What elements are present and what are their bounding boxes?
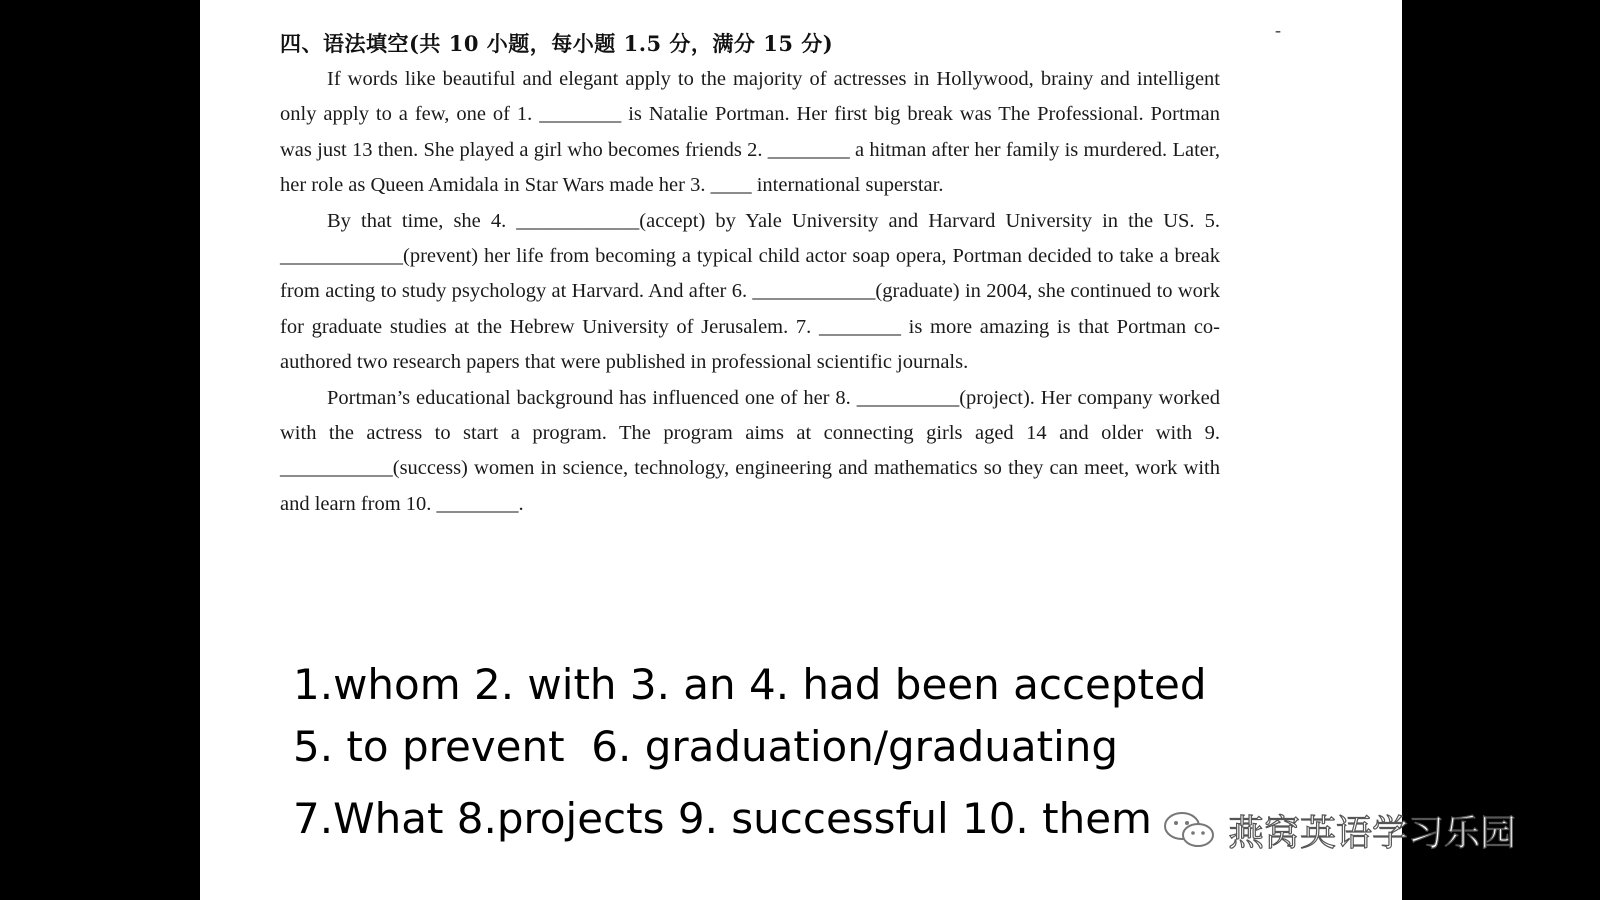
paragraph-3: Portman’s educational background has influenced one of her 8. __________(project). Her company worked with the actress to start a program. The program aims at connecting girls aged 14 and older with 9. ___________(success) women in science, technology, engineering and mathematics so they can meet, work with and learn from 10. ________. — [280, 386, 1220, 515]
section-heading: 四、语法填空(共 10 小题，每小题 1.5 分，满分 15 分) — [280, 31, 834, 56]
watermark-text: 燕窝英语学习乐园 — [1228, 812, 1517, 854]
paragraph-2: By that time, she 4. ____________(accept) by Yale University and Harvard University in the US. 5. ____________(prevent) her life from becoming a typical child actor soap opera, Portman decided to take a break from acting to study psychology at Harvard. And after 6. ____________(graduate) in 2004, she continued to work for graduate studies at the Hebrew University of Jerusalem. 7. ________ is more amazing is that Portman co-authored two research papers that were published in professional scientific journals. — [280, 209, 1220, 374]
answer-line-3: 7.What 8.projects 9. successful 10. them — [293, 794, 1152, 843]
answer-line-2: 5. to prevent 6. graduation/graduating — [293, 722, 1119, 771]
watermark — [1160, 808, 1516, 852]
document-page — [200, 0, 1402, 900]
passage — [280, 62, 1220, 522]
corner-mark: - — [1275, 20, 1281, 40]
wechat-icon — [1160, 808, 1220, 852]
answer-line-1: 1.whom 2. with 3. an 4. had been accepted — [293, 660, 1207, 709]
paragraph-1: If words like beautiful and elegant apply to the majority of actresses in Hollywood, brainy and intelligent only apply to a few, one of 1. ________ is Natalie Portman. Her first big break was The Professional. Portman was just 13 then. She played a girl who becomes friends 2. ________ a hitman after her family is murdered. Later, her role as Queen Amidala in Star Wars made her 3. ____ international superstar. — [280, 68, 1220, 197]
